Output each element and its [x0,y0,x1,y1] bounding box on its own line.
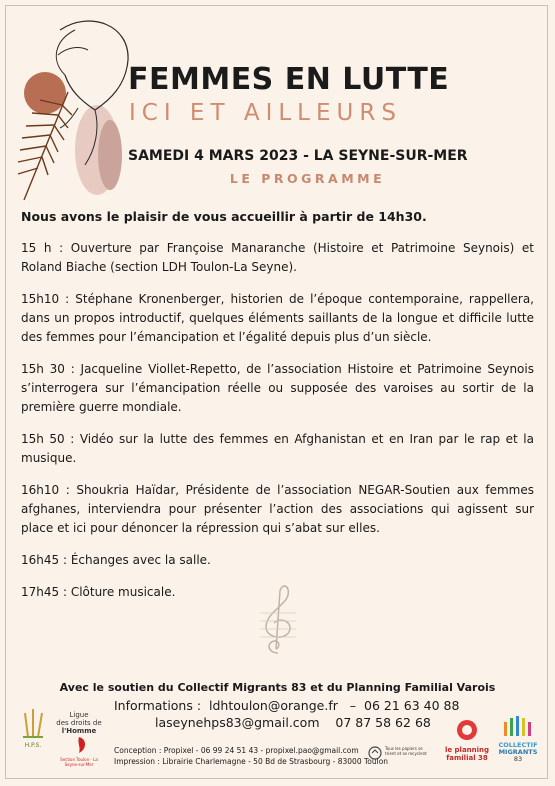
event-date-location: SAMEDI 4 MARS 2023 - LA SEYNE-SUR-MER [128,148,468,164]
program-content [21,207,534,615]
program-item: 15h 30 : Jacqueline Viollet-Repetto, de l’association Histoire et Patrimoine Seynois s’interrogera sur l’émancipation réelle ou supposée des varoises au sortir de la première guerre mondiale. [21,362,534,414]
programme-label: LE PROGRAMME [229,171,386,186]
email-ldh[interactable]: ldhtoulon@orange.fr [209,698,338,713]
contact-info: Informations : ldhtoulon@orange.fr – 06 21 63 40 88 laseynehps83@gmail.com 07 87 58 62 68 [114,698,460,730]
wheat-icon [18,703,48,738]
program-item: 15h 50 : Vidéo sur la lutte des femmes en Afghanistan et en Iran par le rap et la musique. [21,432,534,465]
hands-icon [496,712,540,738]
email-hps[interactable]: laseynehps83@gmail.com [155,715,320,730]
title-line1: FEMMES EN LUTTE [128,62,450,97]
hps-logo: H.P.S. [18,703,48,748]
recycle-icon [368,746,382,760]
conception-credit: Conception : Propixel - 06 99 24 51 43 - propixel.pao@gmail.com [114,746,359,755]
program-item: 15h10 : Stéphane Kronenberger, historien de l’époque contemporaine, rappellera, dans un propos introductif, quelques éléments saillants de la longue et difficile lutte des femmes pour l’émancipation et l’égalité depuis plus d’un siècle. [21,292,534,344]
program-item: 16h45 : Échanges avec la salle. [21,553,211,567]
credits [114,745,388,767]
title-line2: ICI ET AILLEURS [129,100,402,126]
program-item: 17h45 : Clôture musicale. [21,585,176,599]
intro-text: Nous avons le plaisir de vous accueillir à partir de 14h30. [21,209,427,224]
phone-ldh: 06 21 63 40 88 [364,698,460,713]
support-statement: Avec le soutien du Collectif Migrants 83 et du Planning Familial Varois [59,681,496,694]
recycle-logo: Tous les papiers se trient et se recyclent [368,746,428,760]
treble-clef-icon [258,583,298,658]
phone-hps: 07 87 58 62 68 [335,715,431,730]
impression-credit: Impression : Librairie Charlemagne - 50 Bd de Strasbourg - 83000 Toulon [114,757,389,766]
program-item: 16h10 : Shoukria Haïdar, Présidente de l’association NEGAR-Soutien aux femmes afghanes, interviendra pour présenter l’action des associations qui agissent sur place et ici pour dénoncer la répression qui s’abat sur elles. [21,483,534,535]
ldh-logo: Ligue des droits de l'Homme Section Toulon - La Seyne-sur-Mer [56,711,102,767]
planning-familial-logo: le planning familial 38 [443,718,491,762]
collectif-migrants-logo: COLLECTIF MIGRANTS 83 [494,712,542,763]
ldh-mark-icon [69,735,89,755]
program-item: 15 h : Ouverture par Françoise Manaranche (Histoire et Patrimoine Seynois) et Roland Biache (section LDH Toulon-La Seyne). [21,241,534,274]
planning-mark-icon [455,718,479,742]
info-label: Informations : [114,698,202,713]
